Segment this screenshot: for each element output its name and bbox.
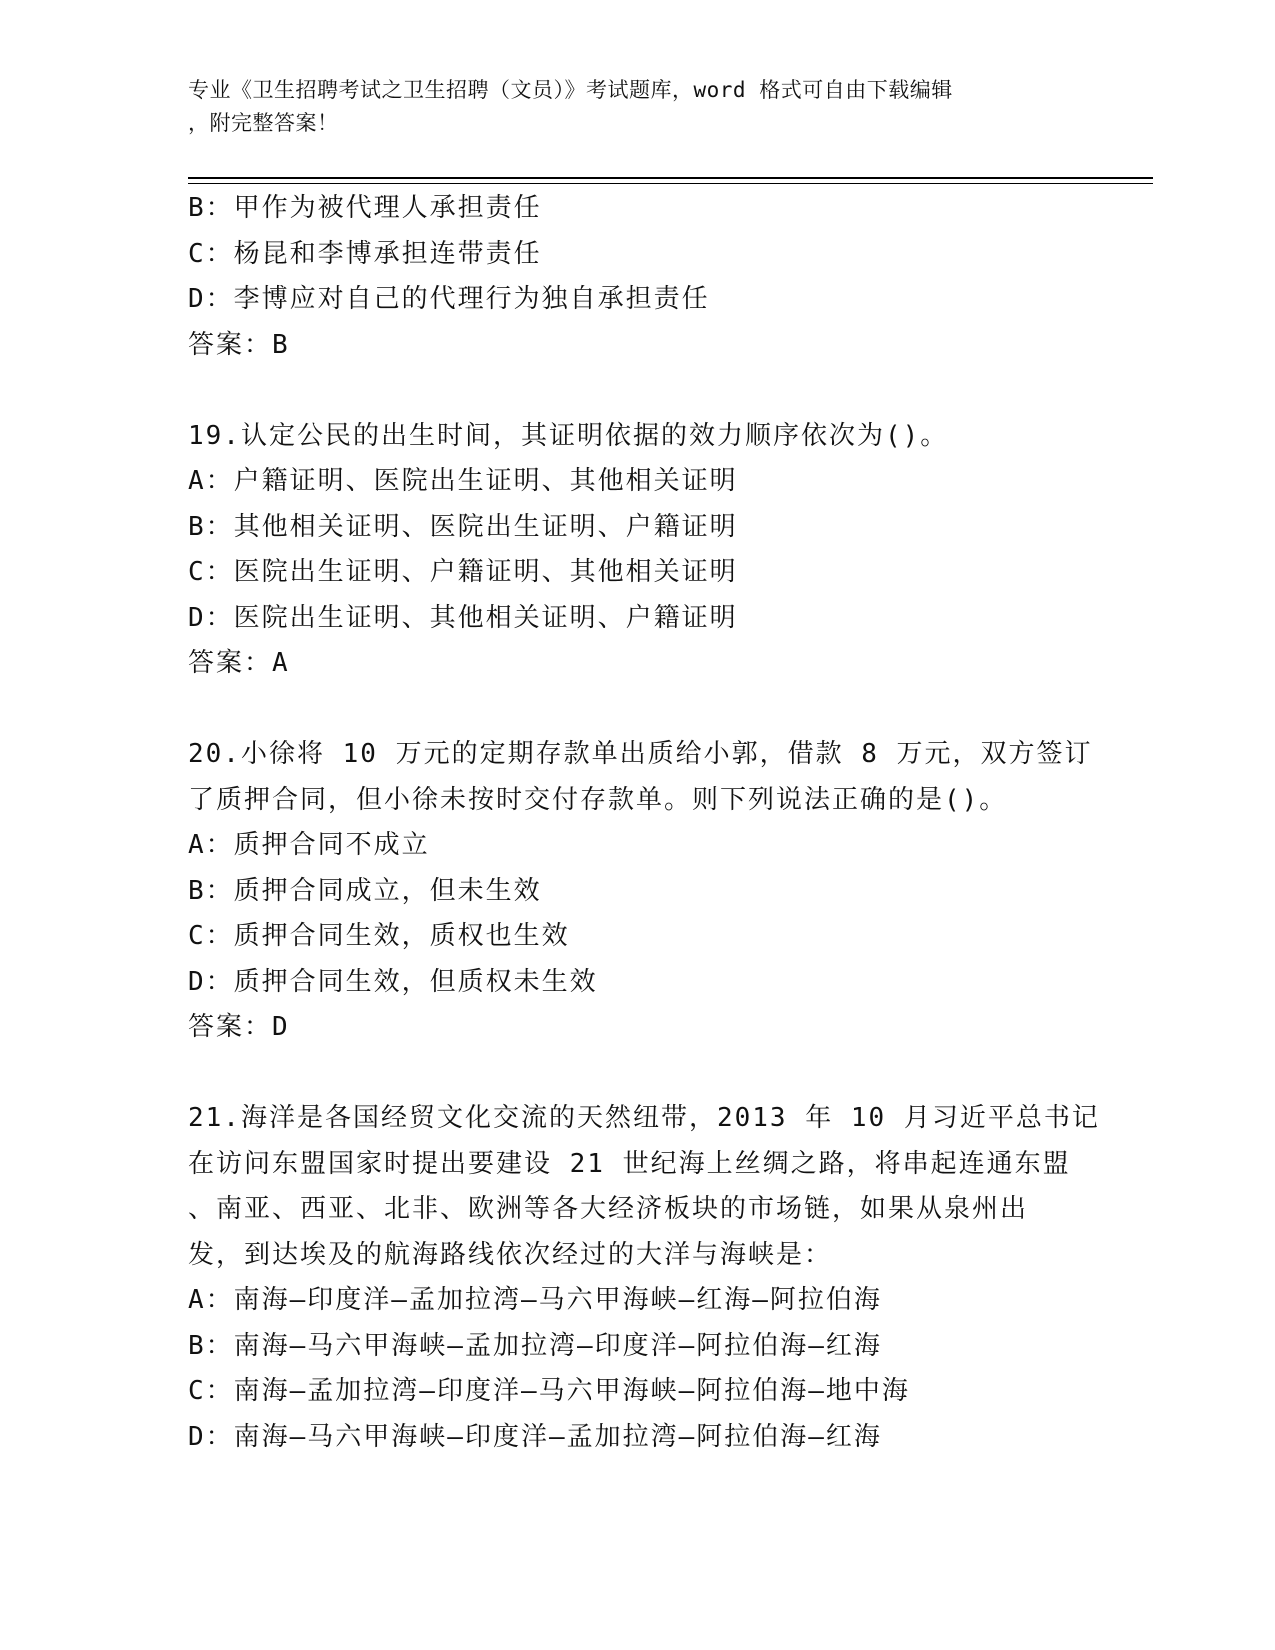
question-stem-line-2: 在访问东盟国家时提出要建设 21 世纪海上丝绸之路，将串起连通东盟 [188, 1148, 1071, 1179]
option-c: C：南海—孟加拉湾—印度洋—马六甲海峡—阿拉伯海—地中海 [188, 1376, 910, 1406]
document-body [188, 186, 1100, 1460]
question-20 [188, 732, 1093, 1051]
question-stem-line-1: 20.小徐将 10 万元的定期存款单出质给小郭，借款 8 万元，双方签订 [188, 739, 1093, 769]
option-c: C：医院出生证明、户籍证明、其他相关证明 [188, 557, 738, 587]
document-header [188, 74, 1088, 140]
question-stem: 19.认定公民的出生时间，其证明依据的效力顺序依次为()。 [188, 420, 949, 451]
option-b: B：其他相关证明、医院出生证明、户籍证明 [188, 511, 738, 542]
answer-line: 答案：B [188, 329, 290, 360]
option-b: B：甲作为被代理人承担责任 [188, 193, 542, 223]
option-a: A：质押合同不成立 [188, 830, 430, 860]
header-line-1: 专业《卫生招聘考试之卫生招聘（文员）》考试题库，word 格式可自由下载编辑 [188, 78, 953, 102]
question-stem-line-1: 21.海洋是各国经贸文化交流的天然纽带，2013 年 10 月习近平总书记 [188, 1103, 1100, 1133]
spacer [188, 687, 1088, 733]
question-stem-line-2: 了质押合同，但小徐未按时交付存款单。则下列说法正确的是()。 [188, 784, 1008, 815]
answer-line: 答案：D [188, 1012, 290, 1042]
spacer [188, 1051, 1088, 1097]
answer-line: 答案：A [188, 648, 290, 678]
question-19 [188, 414, 1088, 687]
option-c: C：杨昆和李博承担连带责任 [188, 238, 542, 269]
question-stem-line-4: 发，到达埃及的航海路线依次经过的大洋与海峡是： [188, 1239, 833, 1270]
question-18-tail [188, 186, 1088, 368]
option-d: D：李博应对自己的代理行为独自承担责任 [188, 284, 710, 314]
option-a: A：户籍证明、医院出生证明、其他相关证明 [188, 466, 738, 496]
option-d: D：南海—马六甲海峡—印度洋—孟加拉湾—阿拉伯海—红海 [188, 1421, 882, 1452]
option-a: A：南海—印度洋—孟加拉湾—马六甲海峡—红海—阿拉伯海 [188, 1285, 882, 1315]
option-d: D：医院出生证明、其他相关证明、户籍证明 [188, 602, 738, 633]
question-stem-line-3: 、南亚、西亚、北非、欧洲等各大经济板块的市场链，如果从泉州出 [188, 1194, 1029, 1224]
option-b: B：南海—马六甲海峡—孟加拉湾—印度洋—阿拉伯海—红海 [188, 1330, 882, 1361]
question-21 [188, 1096, 1100, 1460]
header-rule-thin [188, 183, 1153, 184]
header-rule-thick [188, 177, 1153, 179]
option-c: C：质押合同生效，质权也生效 [188, 921, 570, 951]
header-line-2: ，附完整答案！ [188, 111, 339, 135]
spacer [188, 368, 1088, 414]
option-b: B：质押合同成立，但未生效 [188, 875, 542, 906]
option-d: D：质押合同生效，但质权未生效 [188, 966, 598, 997]
